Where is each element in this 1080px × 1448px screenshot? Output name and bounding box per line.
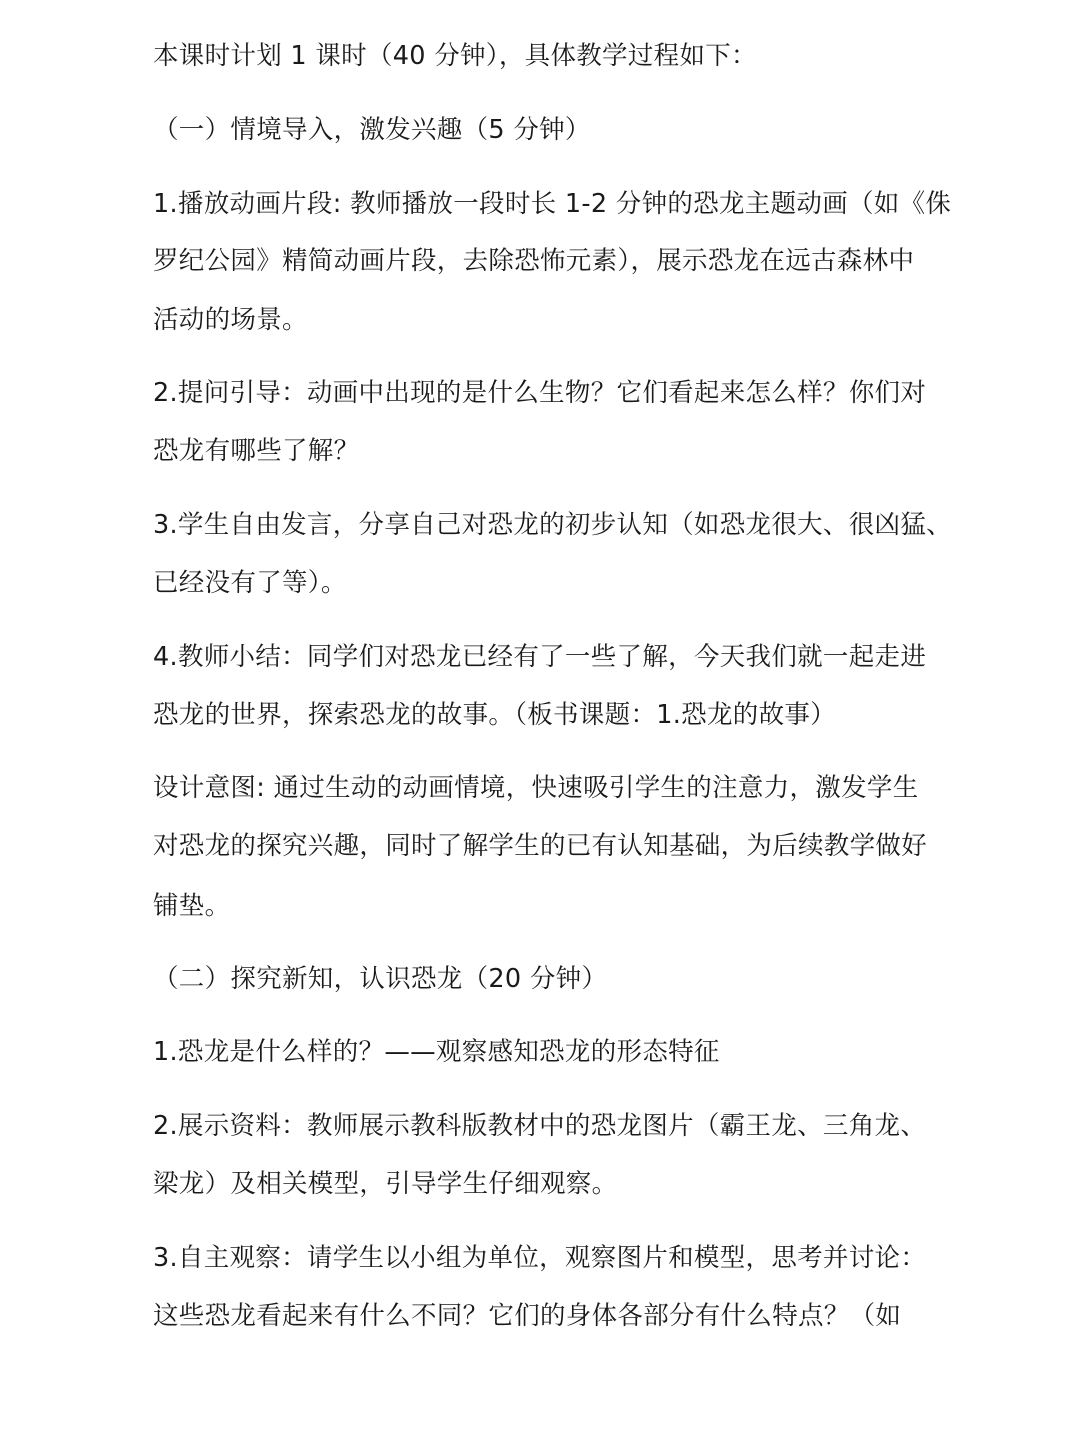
section-1-heading: （一）情境导入，激发兴趣（5 分钟） [153,115,591,145]
design-intent-line-3: 铺垫。 [153,891,231,921]
step-1-1-line-1: 1.播放动画片段: 教师播放一段时长 1-2 分钟的恐龙主题动画（如《侏 [153,189,952,219]
design-intent-line-2: 对恐龙的探究兴趣，同时了解学生的已有认知基础，为后续教学做好 [153,831,928,861]
design-intent-line-1: 设计意图: 通过生动的动画情境，快速吸引学生的注意力，激发学生 [153,773,919,803]
step-1-3-line-1: 3.学生自由发言，分享自己对恐龙的初步认知（如恐龙很大、很凶猛、 [153,510,952,540]
step-1-4-line-1: 4.教师小结：同学们对恐龙已经有了一些了解，今天我们就一起走进 [153,642,927,672]
step-2-2-line-2: 梁龙）及相关模型，引导学生仔细观察。 [153,1169,618,1199]
step-1-3-line-2: 已经没有了等）。 [153,568,347,598]
step-2-2-line-1: 2.展示资料：教师展示教科版教材中的恐龙图片（霸王龙、三角龙、 [153,1111,927,1141]
step-1-1-line-2: 罗纪公园》精简动画片段，去除恐怖元素），展示恐龙在远古森林中 [153,246,915,276]
step-1-2-line-2: 恐龙有哪些了解？ [153,436,360,466]
step-1-4-line-2: 恐龙的世界，探索恐龙的故事。（板书课题：1.恐龙的故事） [153,700,836,730]
step-2-3-line-1: 3.自主观察：请学生以小组为单位，观察图片和模型，思考并讨论： [153,1243,927,1273]
intro-line: 本课时计划 1 课时（40 分钟），具体教学过程如下： [153,41,757,71]
step-1-1-line-3: 活动的场景。 [153,305,308,335]
section-2-heading: （二）探究新知，认识恐龙（20 分钟） [153,964,608,994]
step-2-1-line-1: 1.恐龙是什么样的？——观察感知恐龙的形态特征 [153,1037,720,1067]
step-2-3-line-2: 这些恐龙看起来有什么不同？它们的身体各部分有什么特点？（如 [153,1301,902,1331]
step-1-2-line-1: 2.提问引导：动画中出现的是什么生物？它们看起来怎么样？你们对 [153,378,927,408]
